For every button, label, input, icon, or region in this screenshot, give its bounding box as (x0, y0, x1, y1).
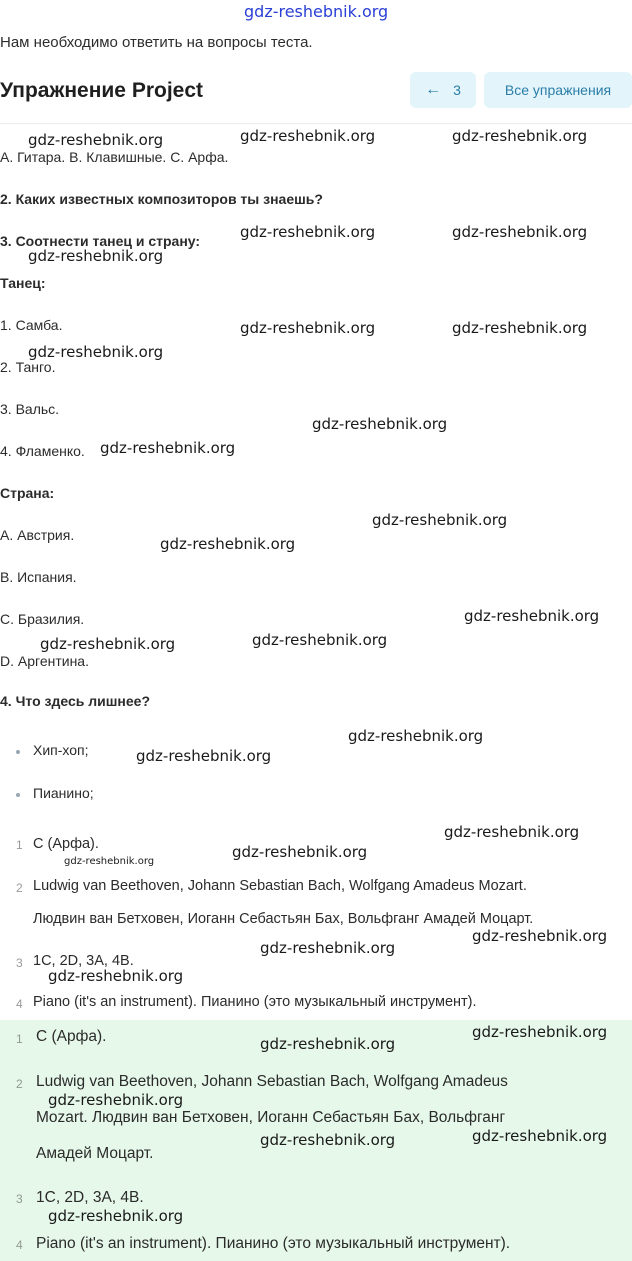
country-heading: Страна: (0, 485, 55, 501)
watermark: gdz-reshebnik.org (472, 1023, 608, 1041)
watermark: gdz-reshebnik.org (240, 223, 376, 241)
watermark: gdz-reshebnik.org (472, 1127, 608, 1145)
watermark: gdz-reshebnik.org (472, 927, 608, 945)
answer-3: 1C, 2D, 3A, 4B. (33, 953, 134, 969)
watermark: gdz-reshebnik.org (252, 631, 388, 649)
watermark: gdz-reshebnik.org (372, 511, 508, 529)
watermark: gdz-reshebnik.org (48, 1091, 184, 1109)
answer-2-line-1: Ludwig van Beethoven, Johann Sebastian Bach, Wolfgang Amadeus Mozart. (33, 878, 527, 894)
watermark: gdz-reshebnik.org (48, 967, 184, 985)
watermark: gdz-reshebnik.org (48, 1207, 184, 1225)
watermark: gdz-reshebnik.org (452, 319, 588, 337)
country-item: D. Аргентина. (0, 653, 89, 669)
country-item: B. Испания. (0, 569, 77, 585)
watermark: gdz-reshebnik.org (28, 131, 164, 149)
watermark: gdz-reshebnik.org (240, 127, 376, 145)
question-2: 2. Каких известных композиторов ты знаешь? (0, 191, 323, 207)
watermark: gdz-reshebnik.org (240, 319, 376, 337)
question-3: 3. Соотнести танец и страну: (0, 233, 201, 249)
dance-item: 4. Фламенко. (0, 443, 85, 459)
answer-number: 2 (16, 881, 23, 895)
dance-item: 2. Танго. (0, 359, 56, 375)
highlighted-answer-2-line-3: Амадей Моцарт. (36, 1145, 154, 1162)
answer-number: 4 (16, 1238, 23, 1252)
answer-number: 3 (16, 1192, 23, 1206)
answer-4: Piano (it's an instrument). Пианино (это музыкальный инструмент). (33, 994, 477, 1010)
intro-text: Нам необходимо ответить на вопросы теста. (0, 34, 313, 51)
bullet-icon (16, 793, 20, 797)
answer-number: 2 (16, 1077, 23, 1091)
list-item: Пианино; (33, 785, 94, 801)
watermark: gdz-reshebnik.org (348, 727, 484, 745)
answer-2-line-2: Людвин ван Бетховен, Иоганн Себастьян Бах, Вольфганг Амадей Моцарт. (33, 911, 534, 927)
country-item: C. Бразилия. (0, 611, 85, 627)
list-item: Хип-хоп; (33, 742, 89, 758)
all-exercises-button[interactable]: Все упражнения (484, 72, 632, 108)
watermark: gdz-reshebnik.org (260, 1131, 396, 1149)
header-divider (0, 123, 632, 124)
watermark: gdz-reshebnik.org (464, 607, 600, 625)
site-link[interactable]: gdz-reshebnik.org (244, 2, 389, 21)
highlighted-answer-4: Piano (it's an instrument). Пианино (это музыкальный инструмент). (36, 1235, 511, 1252)
highlighted-answer-2-line-2: Mozart. Людвин ван Бетховен, Иоганн Себастьян Бах, Вольфганг (36, 1109, 506, 1126)
prev-exercise-button[interactable] (410, 72, 476, 108)
watermark: gdz-reshebnik.org (452, 223, 588, 241)
highlighted-answer-3: 1C, 2D, 3A, 4B. (36, 1189, 144, 1206)
watermark: gdz-reshebnik.org (452, 127, 588, 145)
q1-options: A. Гитара. B. Клавишные. C. Арфа. (0, 149, 229, 165)
watermark: gdz-reshebnik.org (260, 939, 396, 957)
dance-heading: Танец: (0, 275, 46, 291)
watermark: gdz-reshebnik.org (232, 843, 368, 861)
watermark: gdz-reshebnik.org (136, 747, 272, 765)
watermark: gdz-reshebnik.org (28, 343, 164, 361)
watermark: gdz-reshebnik.org (160, 535, 296, 553)
watermark: gdz-reshebnik.org (260, 1035, 396, 1053)
highlighted-answer-2-line-1: Ludwig van Beethoven, Johann Sebastian Bach, Wolfgang Amadeus (36, 1073, 508, 1090)
prev-exercise-label: 3 (453, 82, 461, 98)
highlighted-answer-1: C (Арфа). (36, 1028, 107, 1045)
watermark: gdz-reshebnik.org (28, 247, 164, 265)
page-title: Упражнение Project (0, 79, 204, 102)
dance-item: 1. Самба. (0, 317, 63, 333)
answer-number: 1 (16, 838, 23, 852)
watermark: gdz-reshebnik.org (312, 415, 448, 433)
watermark: gdz-reshebnik.org (100, 439, 236, 457)
bullet-icon (16, 750, 20, 754)
answer-number: 4 (16, 997, 23, 1011)
country-item: A. Австрия. (0, 527, 75, 543)
watermark: gdz-reshebnik.org (40, 635, 176, 653)
answer-number: 1 (16, 1032, 23, 1046)
watermark: gdz-reshebnik.org (64, 856, 155, 867)
answer-number: 3 (16, 956, 23, 970)
dance-item: 3. Вальс. (0, 401, 60, 417)
answer-1: C (Арфа). (33, 836, 99, 852)
arrow-left-icon: ← (425, 81, 442, 98)
watermark: gdz-reshebnik.org (444, 823, 580, 841)
question-4: 4. Что здесь лишнее? (0, 693, 150, 709)
